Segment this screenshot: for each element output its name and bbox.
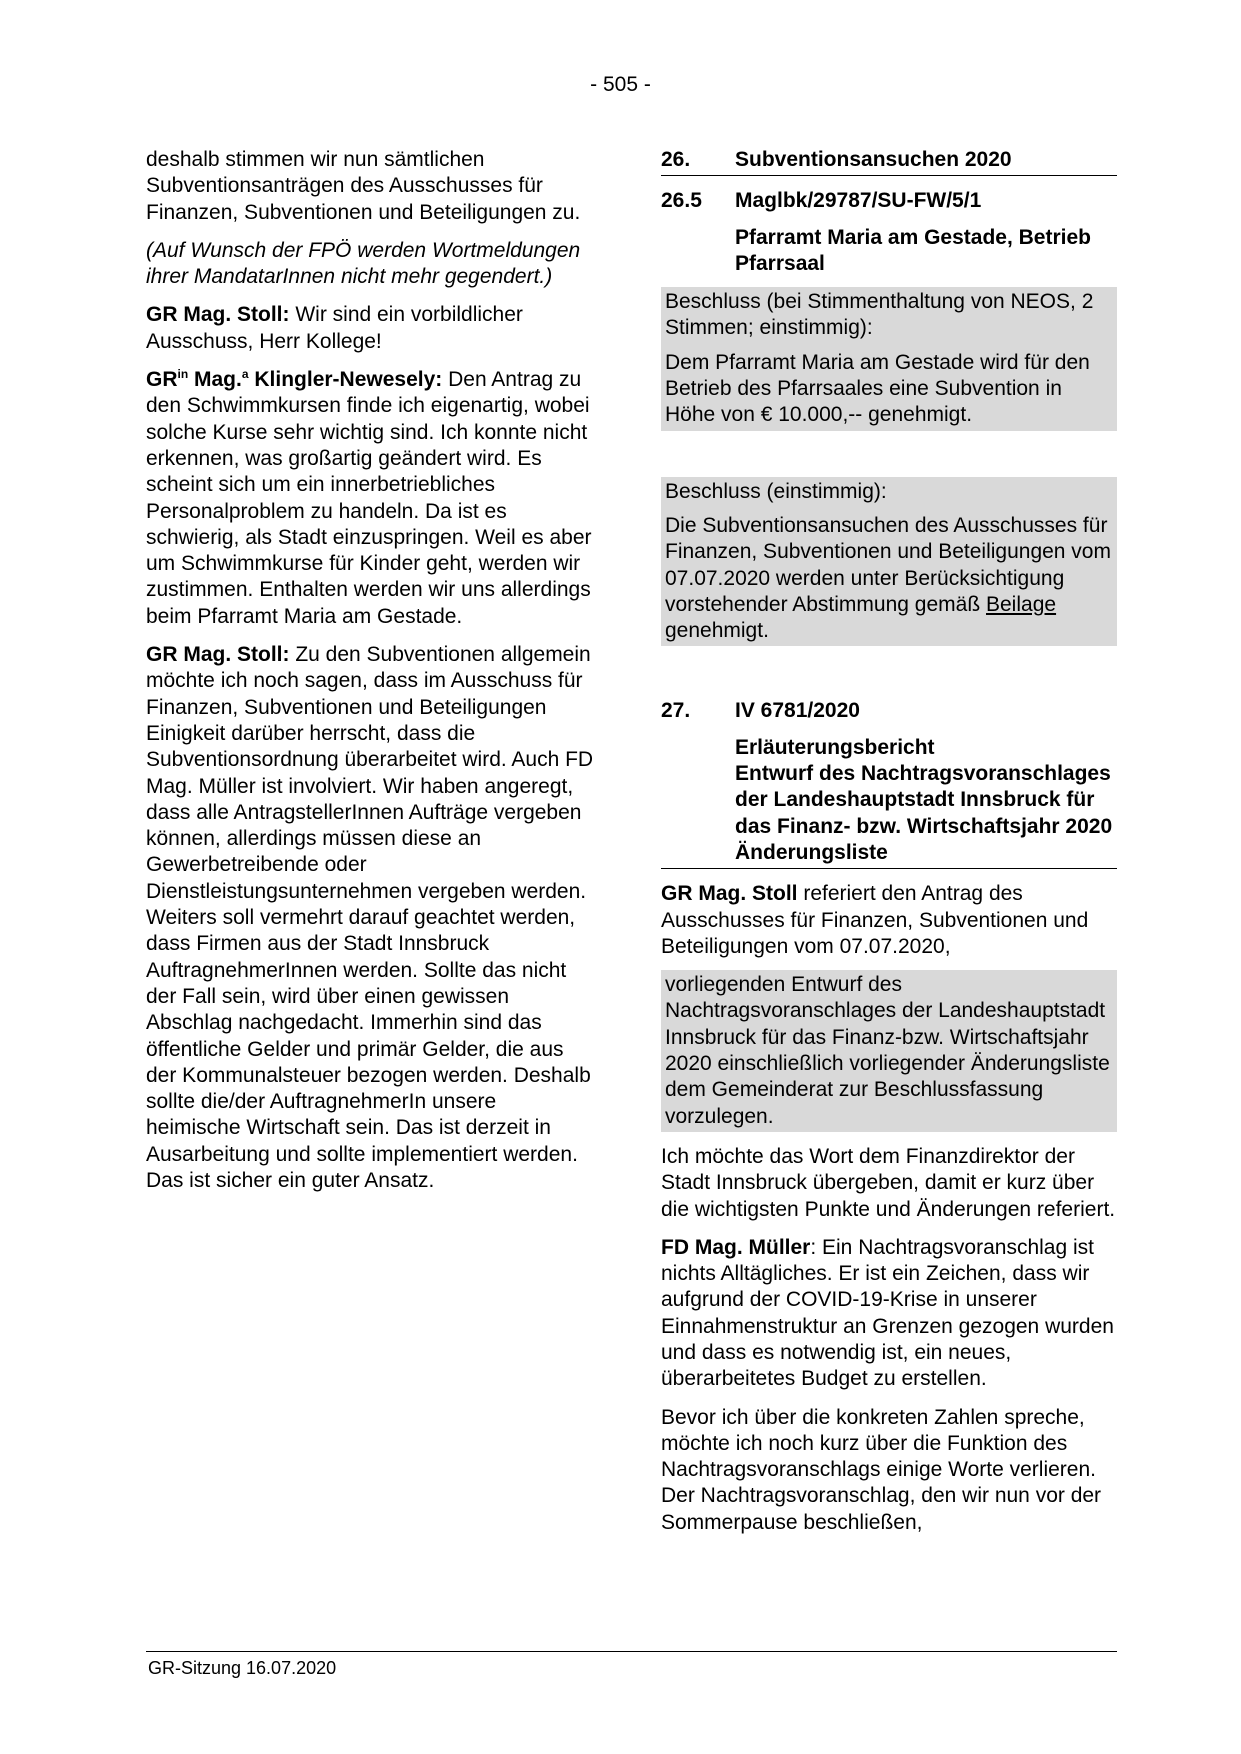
speech-text: Wir sind ein vorbildlicher Ausschuss, Herr Kollege!	[146, 303, 523, 353]
speaker-name: GR Mag. Stoll	[661, 882, 798, 906]
resolution-label: Beschluss (einstimmig):	[665, 479, 887, 503]
section-26-5-title: Pfarramt Maria am Gestade, Betrieb Pfarrsaal	[735, 225, 1091, 275]
speaker-name: GR Mag. Stoll:	[146, 643, 290, 667]
resolution-box	[661, 477, 1117, 647]
paragraph	[661, 1235, 1117, 1393]
resolution-label: Beschluss (bei Stimmenthaltung von NEOS, 2 Stimmen; einstimmig):	[665, 290, 1094, 340]
resolution-text: Die Subventionsansuchen des Ausschusses für Finanzen, Subventionen und Beteiligungen vom 07.07.2020 werden unter Berücksichtigung vorstehender Abstimmung gemäß Beilage genehmigt.	[665, 513, 1111, 643]
paragraph: Bevor ich über die konkreten Zahlen spreche, möchte ich noch kurz über die Funktion des Nachtragsvoranschlags einige Worte verlieren. Der Nachtragsvoranschlag, den wir nun vor der Sommerpause beschließen,	[661, 1405, 1102, 1534]
paragraph: Ich möchte das Wort dem Finanzdirektor der Stadt Innsbruck übergeben, damit er kurz über die wichtigsten Punkte und Änderungen referiert.	[661, 1144, 1116, 1221]
section-27-title: Erläuterungsbericht Entwurf des Nachtragsvoranschlages der Landeshauptstadt Innsbruck für das Finanz- bzw. Wirtschaftsjahr 2020 Änderungsliste	[661, 735, 1117, 869]
speaker-name: GR Mag. Stoll:	[146, 303, 290, 327]
paragraph: deshalb stimmen wir nun sämtlichen Subventionsanträgen des Ausschusses für Finanzen, Subventionen und Beteiligungen zu.	[146, 148, 581, 224]
speech-text: Zu den Subventionen allgemein möchte ich noch sagen, dass im Ausschuss für Finanzen, Subventionen und Beteiligungen Einigkeit darüber herrscht, dass die Subventionsordnung überarbeitet wird. Auch FD Mag. Müller ist involviert. Wir haben angeregt, dass alle AntragstellerInnen Aufträge vergeben können, allerdings müssen diese an Gewerbetreibende oder Dienstleistungsunternehmen vergeben werden. Weiters soll vermehrt darauf geachtet werden, dass Firmen aus der Stadt Innsbruck AuftragnehmerInnen werden. Sollte das nicht der Fall sein, wird über einen gewissen Abschlag nachgedacht. Immerhin sind das öffentliche Gelder und primär Gelder, die aus der Kommunalsteuer bezogen werden. Deshalb sollte die/der AuftragnehmerIn unsere heimische Wirtschaft sein. Das ist derzeit in Ausarbeitung und sollte implementiert werden. Das ist sicher ein guter Ansatz.	[146, 643, 594, 1192]
right-column	[661, 147, 1117, 1548]
motion-box: vorliegenden Entwurf des Nachtragsvoranschlages der Landeshauptstadt Innsbruck für das Finanz-bzw. Wirtschaftsjahr 2020 einschließlich vorliegender Änderungsliste dem Gemeinderat zur Beschlussfassung vorzulegen.	[661, 970, 1117, 1132]
paragraph	[146, 302, 596, 355]
footer-divider	[146, 1651, 1117, 1652]
section-27-header: 27. IV 6781/2020	[661, 699, 860, 723]
page-number: - 505 -	[590, 73, 651, 96]
left-column	[146, 147, 596, 1206]
resolution-text: Dem Pfarramt Maria am Gestade wird für den Betrieb des Pfarrsaales eine Subvention in Höhe von € 10.000,-- genehmigt.	[665, 350, 1090, 427]
resolution-box	[661, 287, 1117, 430]
paragraph	[146, 642, 596, 1194]
section-26-header: 26. Subventionsansuchen 2020	[661, 147, 1117, 176]
speech-text: Den Antrag zu den Schwimmkursen finde ich eigenartig, wobei solche Kurse sehr wichtig sind. Ich konnte nicht erkennen, was großartig geändert wird. Es scheint sich um ein innerbetriebliches Personalproblem zu handeln. Da ist es schwierig, als Stadt einzuspringen. Weil es aber um Schwimmkurse für Kinder geht, werden wir zustimmen. Enthalten werden wir uns allerdings beim Pfarramt Maria am Gestade.	[146, 368, 592, 628]
paragraph	[146, 367, 596, 630]
footer: GR-Sitzung 16.07.2020	[148, 1658, 337, 1678]
speech-text: : Ein Nachtragsvoranschlag ist nichts Alltägliches. Er ist ein Zeichen, dass wir aufgrund der COVID-19-Krise in unserer Einnahmenstruktur an Grenzen gezogen wurden und dass es notwendig ist, ein neues, überarbeitetes Budget zu erstellen.	[661, 1235, 1114, 1391]
speaker-name: FD Mag. Müller	[661, 1235, 811, 1259]
editorial-note: (Auf Wunsch der FPÖ werden Wortmeldungen ihrer MandatarInnen nicht mehr gegendert.)	[146, 238, 581, 289]
paragraph	[661, 881, 1117, 960]
section-26-5-header: 26.5 Maglbk/29787/SU-FW/5/1	[661, 189, 982, 213]
speech-text: referiert den Antrag des Ausschusses für Finanzen, Subventionen und Beteiligungen vom 07.07.2020,	[661, 882, 1089, 958]
speaker-name: $GR^{in}$ Mag.$^a$ Klingler-Newesely:	[146, 367, 443, 392]
beilage-link[interactable]: Beilage	[986, 592, 1057, 616]
